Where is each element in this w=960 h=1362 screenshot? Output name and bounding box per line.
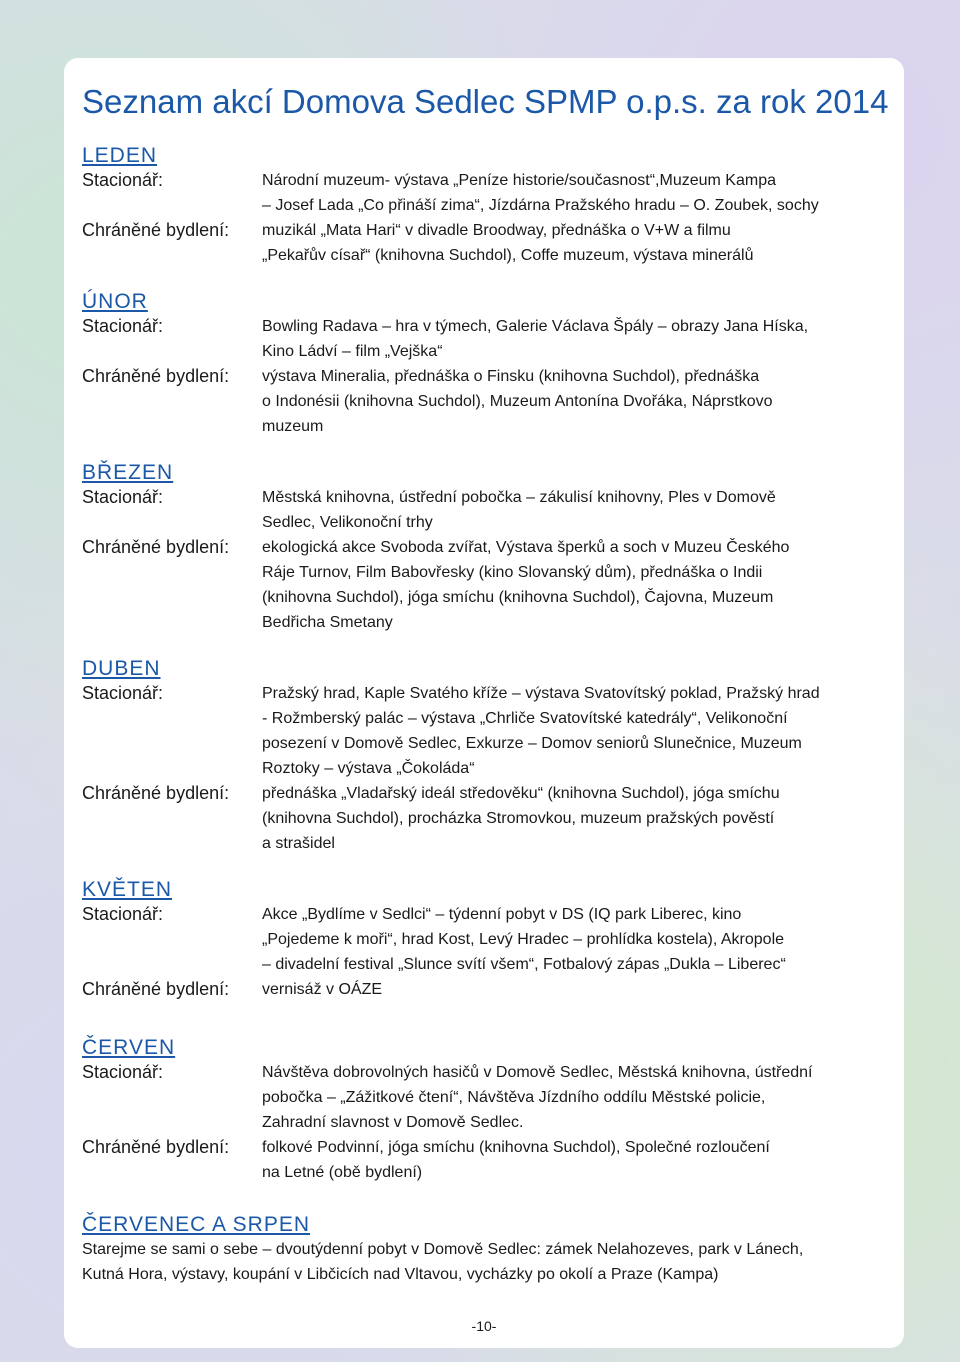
stacionar-label: Stacionář:: [82, 316, 164, 336]
month-section-brezen: [82, 461, 904, 635]
stacionar-label: Stacionář:: [82, 170, 164, 190]
summer-text: Starejme se sami o sebe – dvoutýdenní pobyt v Domově Sedlec: zámek Nelahozeves, park v Lánech, Kutná Hora, výstavy, koupání v Libčicích nad Vltavou, vycházky po okolí a Praze (Kampa): [82, 1241, 804, 1283]
stacionar-row: [82, 1060, 904, 1135]
stacionar-text: Městská knihovna, ústřední pobočka – zákulisí knihovny, Ples v Domově Sedlec, Velikonoční trhy: [262, 489, 776, 531]
chranene-bydleni-label: Chráněné bydlení:: [82, 220, 230, 240]
stacionar-label: Stacionář:: [82, 683, 164, 703]
chranene-bydleni-text: přednáška „Vladařský ideál středověku“ (knihovna Suchdol), jóga smíchu (knihovna Suchdol), procházka Stromovkou, muzeum pražských pověstí a strašidel: [262, 785, 780, 852]
month-section-leden: [82, 144, 904, 268]
stacionar-row: [82, 681, 904, 781]
month-heading: ÚNOR: [82, 290, 148, 313]
stacionar-text: Pražský hrad, Kaple Svatého kříže – výstava Svatovítský poklad, Pražský hrad - Rožmberský palác – výstava „Chrliče Svatovítské katedrály“, Velikonoční posezení v Domově Sedlec, Exkurze – Domov seniorů Slunečnice, Muzeum Roztoky – výstava „Čokoláda“: [262, 685, 820, 777]
document-page: [64, 58, 904, 1348]
chranene-bydleni-label: Chráněné bydlení:: [82, 366, 230, 386]
stacionar-text: Akce „Bydlíme v Sedlci“ – týdenní pobyt v DS (IQ park Liberec, kino „Pojedeme k moři“, hrad Kost, Levý Hradec – prohlídka kostela), Akropole – divadelní festival „Slunce svítí všem“, Fotbalový zápas „Dukla – Liberec“: [262, 906, 786, 973]
month-heading: ČERVENEC A SRPEN: [82, 1213, 311, 1236]
chranene-bydleni-text: vernisáž v OÁZE: [262, 981, 383, 998]
chranene-bydleni-row: [82, 535, 904, 635]
month-heading: BŘEZEN: [82, 461, 174, 484]
chranene-bydleni-row: [82, 781, 904, 856]
stacionar-text: Bowling Radava – hra v týmech, Galerie Václava Špály – obrazy Jana Híska, Kino Ládví – film „Vejška“: [262, 318, 809, 360]
stacionar-row: [82, 168, 904, 218]
month-heading: DUBEN: [82, 657, 161, 680]
chranene-bydleni-row: [82, 364, 904, 439]
month-section-unor: [82, 290, 904, 439]
stacionar-row: [82, 485, 904, 535]
month-section-duben: [82, 657, 904, 856]
stacionar-text: Národní muzeum- výstava „Peníze historie/současnost“,Muzeum Kampa – Josef Lada „Co přináší zima“, Jízdárna Pražského hradu – O. Zoubek, sochy: [262, 172, 819, 214]
month-heading: LEDEN: [82, 144, 158, 167]
chranene-bydleni-row: [82, 1135, 904, 1185]
chranene-bydleni-row: [82, 218, 904, 268]
chranene-bydleni-text: muzikál „Mata Hari“ v divadle Broodway, přednáška o V+W a filmu „Pekařův císař“ (knihovna Suchdol), Coffe muzeum, výstava minerálů: [262, 222, 754, 264]
stacionar-row: [82, 314, 904, 364]
stacionar-label: Stacionář:: [82, 487, 164, 507]
chranene-bydleni-text: folkové Podvinní, jóga smíchu (knihovna Suchdol), Společné rozloučení na Letné (obě bydlení): [262, 1139, 770, 1181]
chranene-bydleni-text: výstava Mineralia, přednáška o Finsku (knihovna Suchdol), přednáška o Indonésii (knihovna Suchdol), Muzeum Antonína Dvořáka, Náprstkovo muzeum: [262, 368, 773, 435]
page-number: -10-: [471, 1318, 497, 1334]
chranene-bydleni-label: Chráněné bydlení:: [82, 979, 230, 999]
chranene-bydleni-label: Chráněné bydlení:: [82, 783, 230, 803]
month-heading: ČERVEN: [82, 1036, 176, 1059]
stacionar-row: [82, 902, 904, 977]
stacionar-label: Stacionář:: [82, 1062, 164, 1082]
chranene-bydleni-text: ekologická akce Svoboda zvířat, Výstava šperků a soch v Muzeu Českého Ráje Turnov, Film Babovřesky (kino Slovanský dům), přednáška o Indii (knihovna Suchdol), jóga smíchu (knihovna Suchdol), Čajovna, Muzeum Bedřicha Smetany: [262, 539, 790, 631]
month-heading: KVĚTEN: [82, 878, 173, 901]
page-title: Seznam akcí Domova Sedlec SPMP o.p.s. za rok 2014: [82, 83, 889, 120]
stacionar-text: Návštěva dobrovolných hasičů v Domově Sedlec, Městská knihovna, ústřední pobočka – „Zážitkové čtení“, Návštěva Jízdního oddílu Městské policie, Zahradní slavnost v Domově Sedlec.: [262, 1064, 813, 1131]
stacionar-label: Stacionář:: [82, 904, 164, 924]
chranene-bydleni-row: [82, 977, 904, 1002]
month-section-cerven: [82, 1036, 904, 1185]
month-section-kveten: [82, 878, 904, 1002]
month-section-cervenec-srpen: [82, 1213, 904, 1287]
chranene-bydleni-label: Chráněné bydlení:: [82, 537, 230, 557]
chranene-bydleni-label: Chráněné bydlení:: [82, 1137, 230, 1157]
